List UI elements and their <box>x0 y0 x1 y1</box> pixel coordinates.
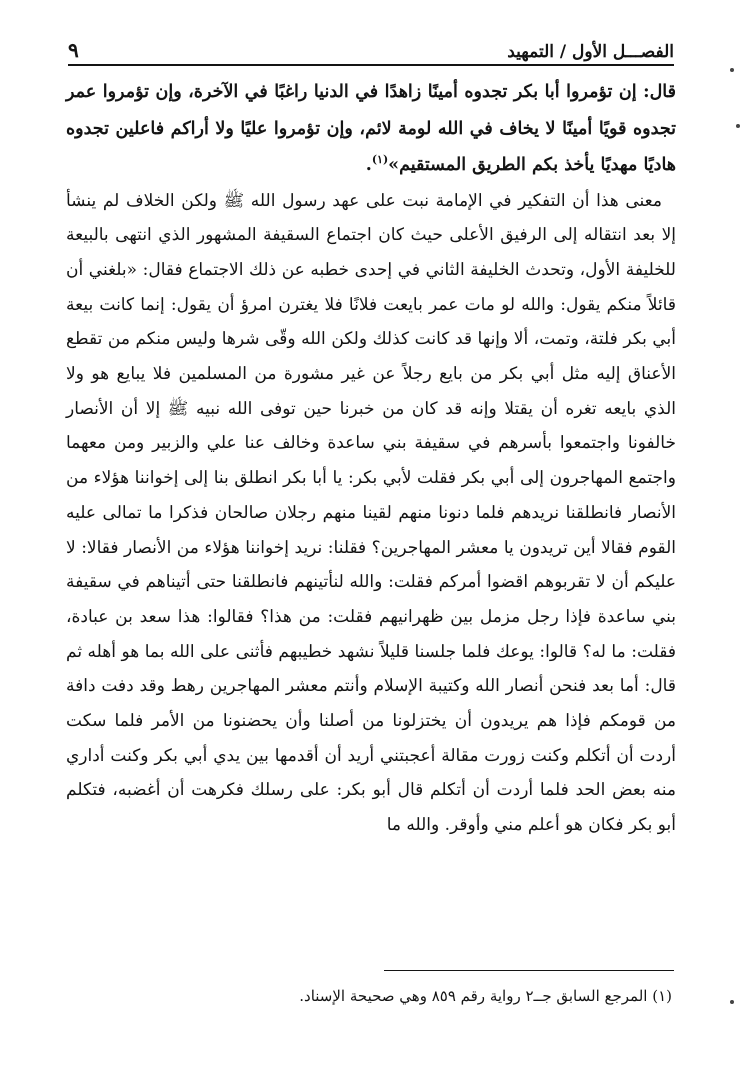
footnote-reference: (١) <box>371 153 389 167</box>
quote-paragraph <box>66 74 676 184</box>
quote-text: قال: إن تؤمروا أبا بكر تجدوه أمينًا زاهدًا في الدنيا راغبًا في الآخرة، وإن تؤمروا عمر تجدوه قويًا أمينًا لا يخاف في الله لومة لائم، وإن تؤمروا عليًا ولا أراكم فاعلين تجدوه هاديًا مهديًا يأخذ بكم الطريق المستقيم» <box>66 82 676 175</box>
page-number: ٩ <box>68 38 79 62</box>
header-divider <box>68 64 674 66</box>
chapter-title: الفصـــل الأول / التمهيد <box>507 42 674 62</box>
scan-speck <box>730 68 734 72</box>
scan-speck <box>736 124 740 128</box>
main-text <box>66 74 676 843</box>
scan-speck <box>730 1000 734 1004</box>
body-paragraph: معنى هذا أن التفكير في الإمامة نبت على عهد رسول الله ﷺ ولكن الخلاف لم ينشأ إلا بعد انتقاله إلى الرفيق الأعلى حيث كان اجتماع السقيفة المشهور الذي انتهى بالبيعة للخليفة الأول، وتحدث الخليفة الثاني في إحدى خطبه عن ذلك الاجتماع فقال: «بلغني أن قائلاً منكم يقول: والله لو مات عمر بايعت فلانًا فلا يغترن امرؤ أن يقول: إنما كانت بيعة أبي بكر فلتة، وتمت، ألا وإنها قد كانت كذلك ولكن الله وقّى شرها وليس منكم من تقطع الأعناق إليه مثل أبي بكر من بايع رجلاً عن غير مشورة من المسلمين فلا يبايع هو ولا الذي بايعه تغره أن يقتلا وإنه قد كان من خبرنا حين توفى الله نبيه ﷺ إلا أن الأنصار خالفونا واجتمعوا بأسرهم في سقيفة بني ساعدة وخالف عنا علي والزبير ومن معهما واجتمع المهاجرون إلى أبي بكر فقلت لأبي بكر: يا أبا بكر انطلق بنا إلى إخواننا هؤلاء من الأنصار فانطلقنا نريدهم فلما دنونا منهم لقينا منهم رجلان صالحان فذكرا ما تمالى عليه القوم فقالا أين تريدون يا معشر المهاجرين؟ فقلنا: نريد إخواننا هؤلاء من الأنصار فقالا: لا عليكم أن لا تقربوهم اقضوا أمركم فقلت: والله لنأتينهم فانطلقنا حتى أتيناهم في سقيفة بني ساعدة فإذا رجل مزمل بين ظهرانيهم فقلت: من هذا؟ فقالوا: هذا سعد بن عبادة، فقلت: ما له؟ قالوا: يوعك فلما جلسنا قليلاً نشهد خطيبهم فأثنى على الله بما هو أهله ثم قال: أما بعد فنحن أنصار الله وكتيبة الإسلام وأنتم معشر المهاجرين رهط وقد دفت دافة من قومكم فإذا هم يريدون أن يختزلونا من أصلنا وأن يحضنونا من الأمر فلما سكت أردت أن أتكلم وكنت زورت مقالة أعجبتني أريد أن أقدمها بين يدي أبي بكر وكنت أداري منه بعض الحد فلما أردت أن أتكلم قال أبو بكر: على رسلك فكرهت أن أغضبه، فتكلم أبو بكر فكان هو أعلم مني وأوقر. والله ما <box>66 190 676 836</box>
quote-period: . <box>365 155 372 175</box>
footnote: (١) المرجع السابق جــ٢ رواية رقم ٨٥٩ وهي صحيحة الإسناد. <box>299 987 672 1005</box>
running-header <box>68 30 674 62</box>
footnote-divider <box>384 970 674 971</box>
